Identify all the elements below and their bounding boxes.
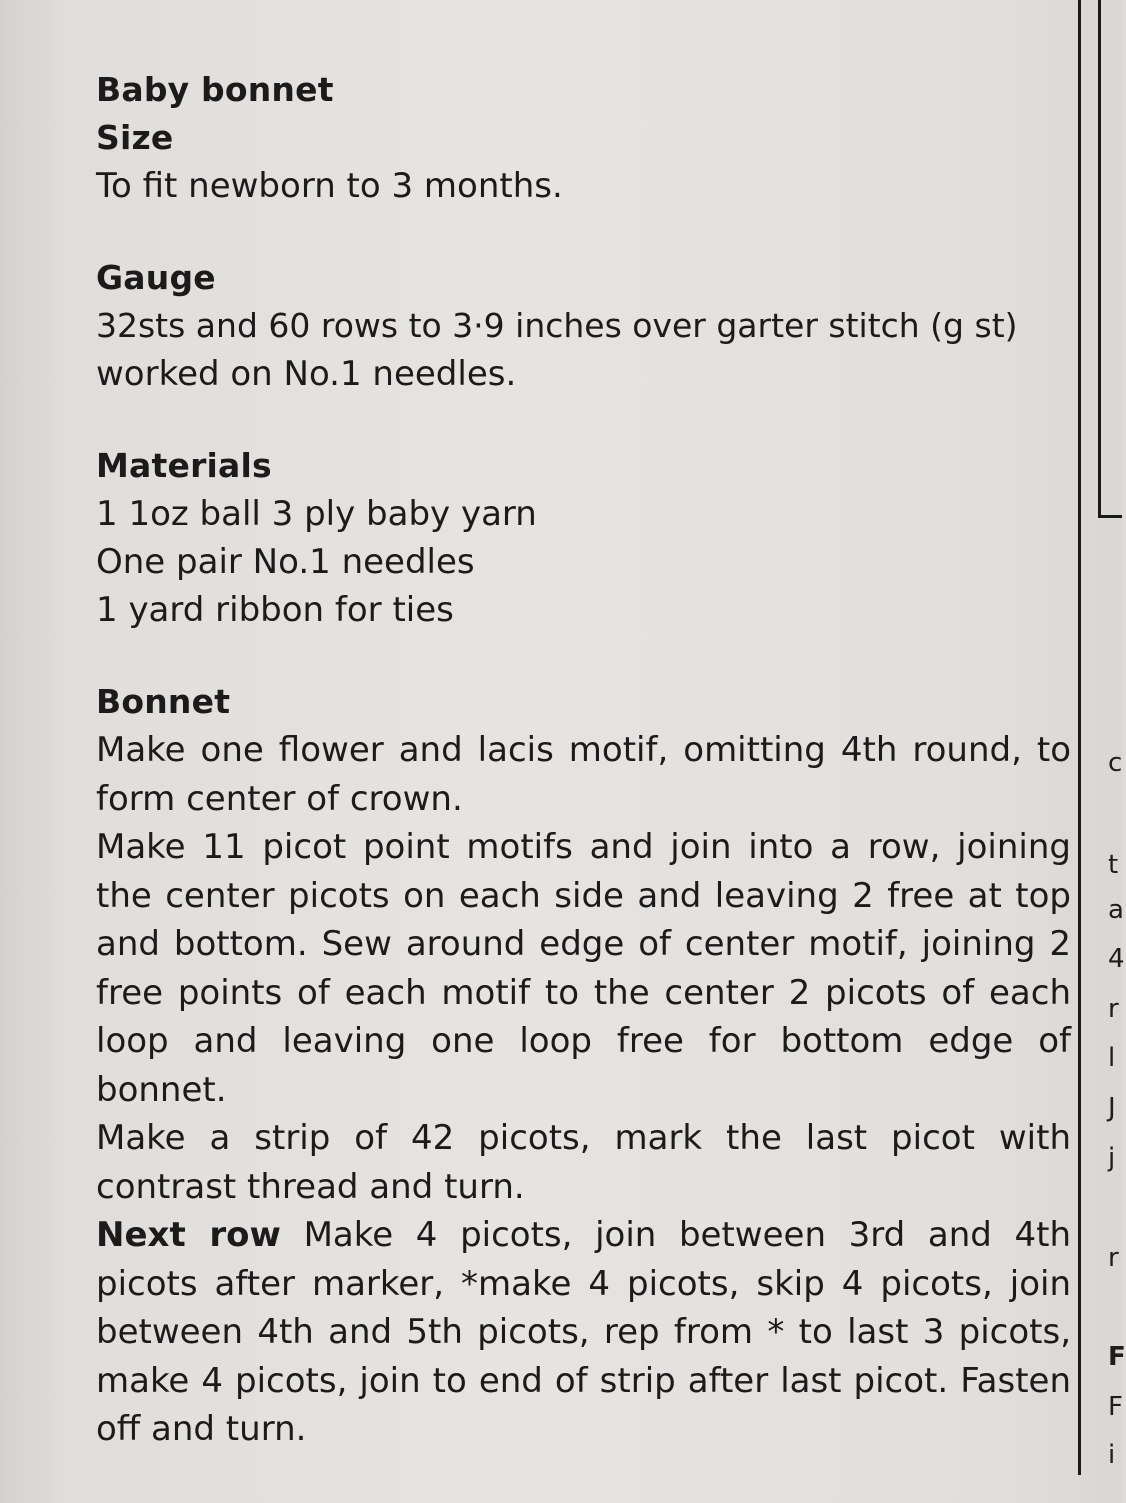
bonnet-next-row — [96, 1211, 1071, 1454]
materials-heading: Materials — [96, 446, 272, 485]
pattern-text — [96, 66, 1071, 1498]
document-title: Baby bonnet — [96, 70, 334, 109]
margin-fragment: t — [1108, 850, 1119, 880]
size-heading: Size — [96, 118, 174, 157]
margin-fragment: F — [1108, 1342, 1126, 1372]
intro-section — [96, 66, 1071, 210]
margin-fragment: 4 — [1108, 944, 1125, 974]
adjacent-box-bottom-border — [1098, 515, 1122, 518]
column-divider-rule — [1078, 0, 1081, 1475]
materials-line-1: 1 1oz ball 3 ply baby yarn — [96, 494, 537, 534]
margin-fragment: j — [1108, 1143, 1116, 1173]
materials-section — [96, 442, 1071, 634]
gauge-line-2: worked on No.1 needles. — [96, 354, 517, 394]
margin-fragment: l — [1108, 1043, 1116, 1073]
margin-fragment: r — [1108, 1243, 1119, 1273]
gauge-line-1: 32sts and 60 rows to 3·9 inches over garter stitch (g st) — [96, 306, 1018, 345]
bonnet-paragraph-1: Make one flower and lacis motif, omitting 4th round, to form center of crown. — [96, 730, 1071, 819]
gauge-heading: Gauge — [96, 258, 216, 297]
margin-fragment: c — [1108, 748, 1123, 778]
next-row-label: Next row — [96, 1215, 281, 1255]
next-row-text: Make 4 picots, join between 3rd and 4th picots after marker, *make 4 picots, skip 4 picots, join between 4th and 5th picots, rep from * to last 3 picots, make 4 picots, join to end of strip after last picot. Fasten off and turn. — [96, 1215, 1072, 1449]
gauge-section — [96, 254, 1071, 398]
materials-line-2: One pair No.1 needles — [96, 542, 475, 582]
bonnet-heading: Bonnet — [96, 682, 231, 721]
bonnet-paragraph-2: Make 11 picot point motifs and join into a row, joining the center picots on each side and leaving 2 free at top and bottom. Sew around edge of center motif, joining 2 free points of each motif to the center 2 picots of each loop and leaving one loop free for bottom edge of bonnet. — [96, 827, 1071, 1110]
margin-fragment: J — [1108, 1093, 1116, 1123]
bonnet-paragraph-3: Make a strip of 42 picots, mark the last picot with contrast thread and turn. — [96, 1118, 1071, 1207]
size-text: To fit newborn to 3 months. — [96, 166, 563, 206]
margin-fragment: F — [1108, 1392, 1123, 1422]
adjacent-box-border — [1098, 0, 1101, 518]
margin-fragment: r — [1108, 994, 1119, 1024]
margin-fragment: a — [1108, 895, 1124, 925]
bonnet-section — [96, 678, 1071, 1454]
margin-fragment: i — [1108, 1440, 1116, 1470]
materials-line-3: 1 yard ribbon for ties — [96, 590, 454, 630]
